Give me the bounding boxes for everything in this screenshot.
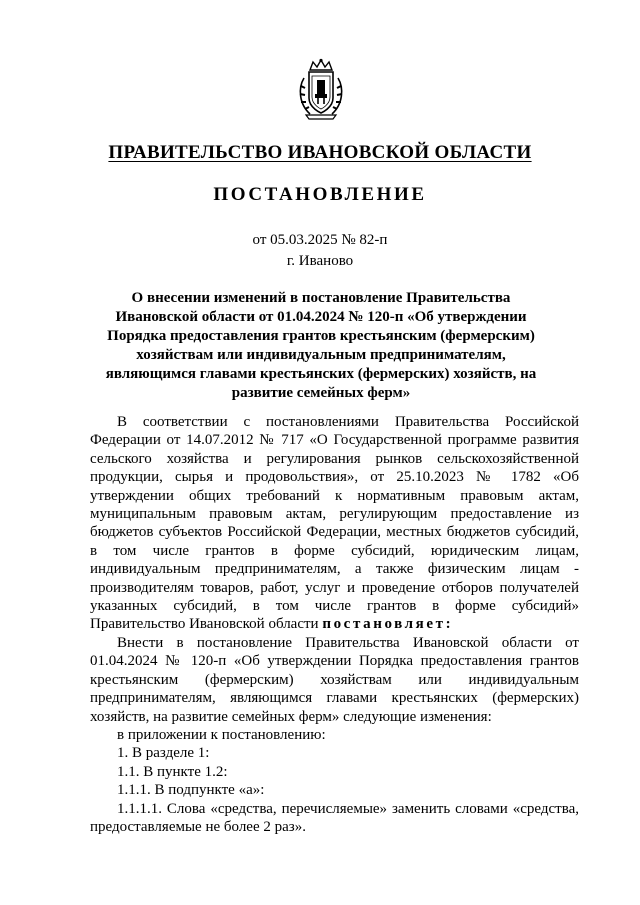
date-and-number: от 05.03.2025 № 82-п (252, 232, 388, 248)
coat-of-arms-icon (296, 58, 346, 120)
item-1: 1. В разделе 1: (117, 745, 210, 762)
preamble-text: В соответствии с постановлениями Правительства Российской Федерации от 14.07.2012 № 717 «О Государственной программе развития сельского хозяйства и регулирования рынков сельскохозяйственной продукции, сырья и продовольствия», от 25.10.2023 № 1782 «Об утверждении общих требований к нормативным правовым актам, муниципальным правовым актам, регулирующим предоставление из бюджетов субъектов Российской Федерации, местных бюджетов субсидий, в том числе грантов в форме субсидий, юридическим лицам, индивидуальным предпринимателям, а также физическим лицам - производителям товаров, работ, услуг и проведение отборов получателей указанных субсидий, в том числе грантов в форме субсидий» Правительство Ивановской области (90, 414, 579, 633)
item-1-1: 1.1. В пункте 1.2: (117, 763, 228, 780)
decree-word: постановляет: (322, 616, 454, 633)
city: г. Иваново (286, 253, 354, 269)
document-body (90, 413, 579, 836)
appendix-item: в приложении к постановлению: (117, 726, 326, 743)
item-1-1-1: 1.1.1. В подпункте «а»: (117, 782, 265, 799)
amendment-paragraph: Внести в постановление Правительства Ивановской области от 01.04.2024 № 120-п «Об утверждении Порядка предоставления грантов крестьянским (фермерским) хозяйствам или индивидуальным предпринимателям, являющимся главами крестьянских (фермерских) хозяйств, на развитие семейных ферм» следующие изменения: (90, 634, 579, 725)
government-title: ПРАВИТЕЛЬСТВО ИВАНОВСКОЙ ОБЛАСТИ (108, 142, 532, 163)
preamble-paragraph (90, 413, 579, 634)
item-1-1-1-1: 1.1.1.1. Слова «средства, перечисляемые» заменить словами «средства, предоставляемые не более 2 раз». (90, 800, 579, 835)
document-subject: О внесении изменений в постановление Правительства Ивановской области от 01.04.2024 № 120-п «Об утверждении Порядка предоставления грантов крестьянским (фермерским) хозяйствам или индивидуальным предпринимателям, являющимся главами крестьянских (фермерских) хозяйств, на развитие семейных ферм» (105, 290, 537, 401)
document-type: ПОСТАНОВЛЕНИЕ (213, 184, 427, 205)
